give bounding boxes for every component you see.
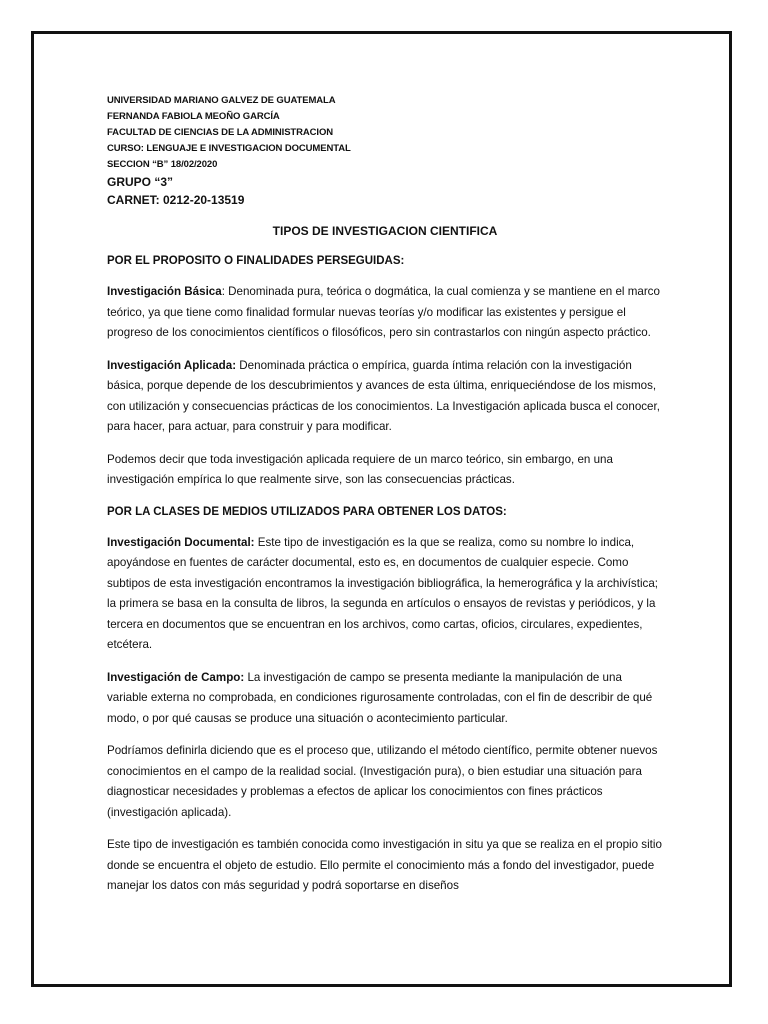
header-faculty: FACULTAD DE CIENCIAS DE LA ADMINISTRACION — [107, 127, 334, 138]
document-title: TIPOS DE INVESTIGACION CIENTIFICA — [272, 224, 498, 238]
paragraph-text: Este tipo de investigación es también conocida como investigación in situ ya que se realiza en el propio sitio donde se encuentra el objeto de estudio. Ello permite el conocimiento más a fondo del investigador, puede manejar los datos con más seguridad y podrá soportarse en diseños — [107, 838, 662, 892]
document-body — [107, 93, 663, 897]
header-university: UNIVERSIDAD MARIANO GALVEZ DE GUATEMALA — [107, 95, 336, 106]
paragraph — [107, 450, 663, 491]
paragraph — [107, 668, 663, 730]
document-header — [107, 93, 663, 209]
paragraph — [107, 741, 663, 823]
paragraph — [107, 533, 663, 656]
paragraph-text: Denominada práctica o empírica, guarda íntima relación con la investigación básica, porque depende de los descubrimientos y avances de esta última, enriqueciéndose de los mismos, con utilización y consecuencias prácticas de los conocimientos. La Investigación aplicada busca el conocer, para hacer, para actuar, para construir y para modificar. — [107, 358, 660, 433]
section-heading: POR EL PROPOSITO O FINALIDADES PERSEGUIDAS: — [107, 255, 405, 267]
paragraph-term: Investigación Aplicada: — [107, 358, 237, 372]
paragraph-text: Este tipo de investigación es la que se realiza, como su nombre lo indica, apoyándose en fuentes de carácter documental, esto es, en documentos de cualquier especie. Como subtipos de esta investigación encontramos la investigación bibliográfica, la hemerográfica y la archivística; la primera se basa en la consulta de libros, la segunda en artículos o ensayos de revistas y periódicos, y la tercera en documentos que se encuentran en los archivos, como cartas, oficios, circulares, expedientes, etcétera. — [107, 535, 658, 651]
header-section: SECCION “B” 18/02/2020 — [107, 159, 218, 170]
header-carnet: CARNET: 0212-20-13519 — [107, 193, 245, 207]
paragraph-text: Podríamos definirla diciendo que es el proceso que, utilizando el método científico, permite obtener nuevos conocimientos en el campo de la realidad social. (Investigación pura), o bien estudiar una situación para diagnosticar necesidades y problemas a efectos de aplicar los conocimientos con fines prácticos (investigación aplicada). — [107, 744, 658, 819]
paragraph-text: Podemos decir que toda investigación aplicada requiere de un marco teórico, sin embargo, en una investigación empírica lo que realmente sirve, son las consecuencias prácticas. — [107, 452, 613, 486]
paragraph-term: Investigación Básica — [107, 285, 222, 298]
paragraph-term: Investigación de Campo: — [107, 670, 245, 684]
paragraph — [107, 835, 663, 897]
paragraph-text: : Denominada pura, teórica o dogmática, la cual comienza y se mantiene en el marco teórico, ya que tiene como finalidad formular nuevas teorías y/o modificar las existentes y persigue el progreso de los conocimientos científicos o filosóficos, pero sin contrastarlos con ningún aspecto práctico. — [107, 285, 660, 339]
paragraph-text: La investigación de campo se presenta mediante la manipulación de una variable externa no comprobada, en condiciones rigurosamente controladas, con el fin de describir de qué modo, o por qué causas se produce una situación o acontecimiento particular. — [107, 670, 653, 725]
paragraph — [107, 356, 663, 438]
section-heading: POR LA CLASES DE MEDIOS UTILIZADOS PARA OBTENER LOS DATOS: — [107, 505, 507, 518]
header-group: GRUPO “3” — [107, 175, 174, 189]
paragraph — [107, 282, 663, 344]
header-student: FERNANDA FABIOLA MEOÑO GARCÍA — [107, 111, 280, 122]
paragraph-term: Investigación Documental: — [107, 535, 255, 549]
header-course: CURSO: LENGUAJE E INVESTIGACION DOCUMENTAL — [107, 143, 351, 154]
